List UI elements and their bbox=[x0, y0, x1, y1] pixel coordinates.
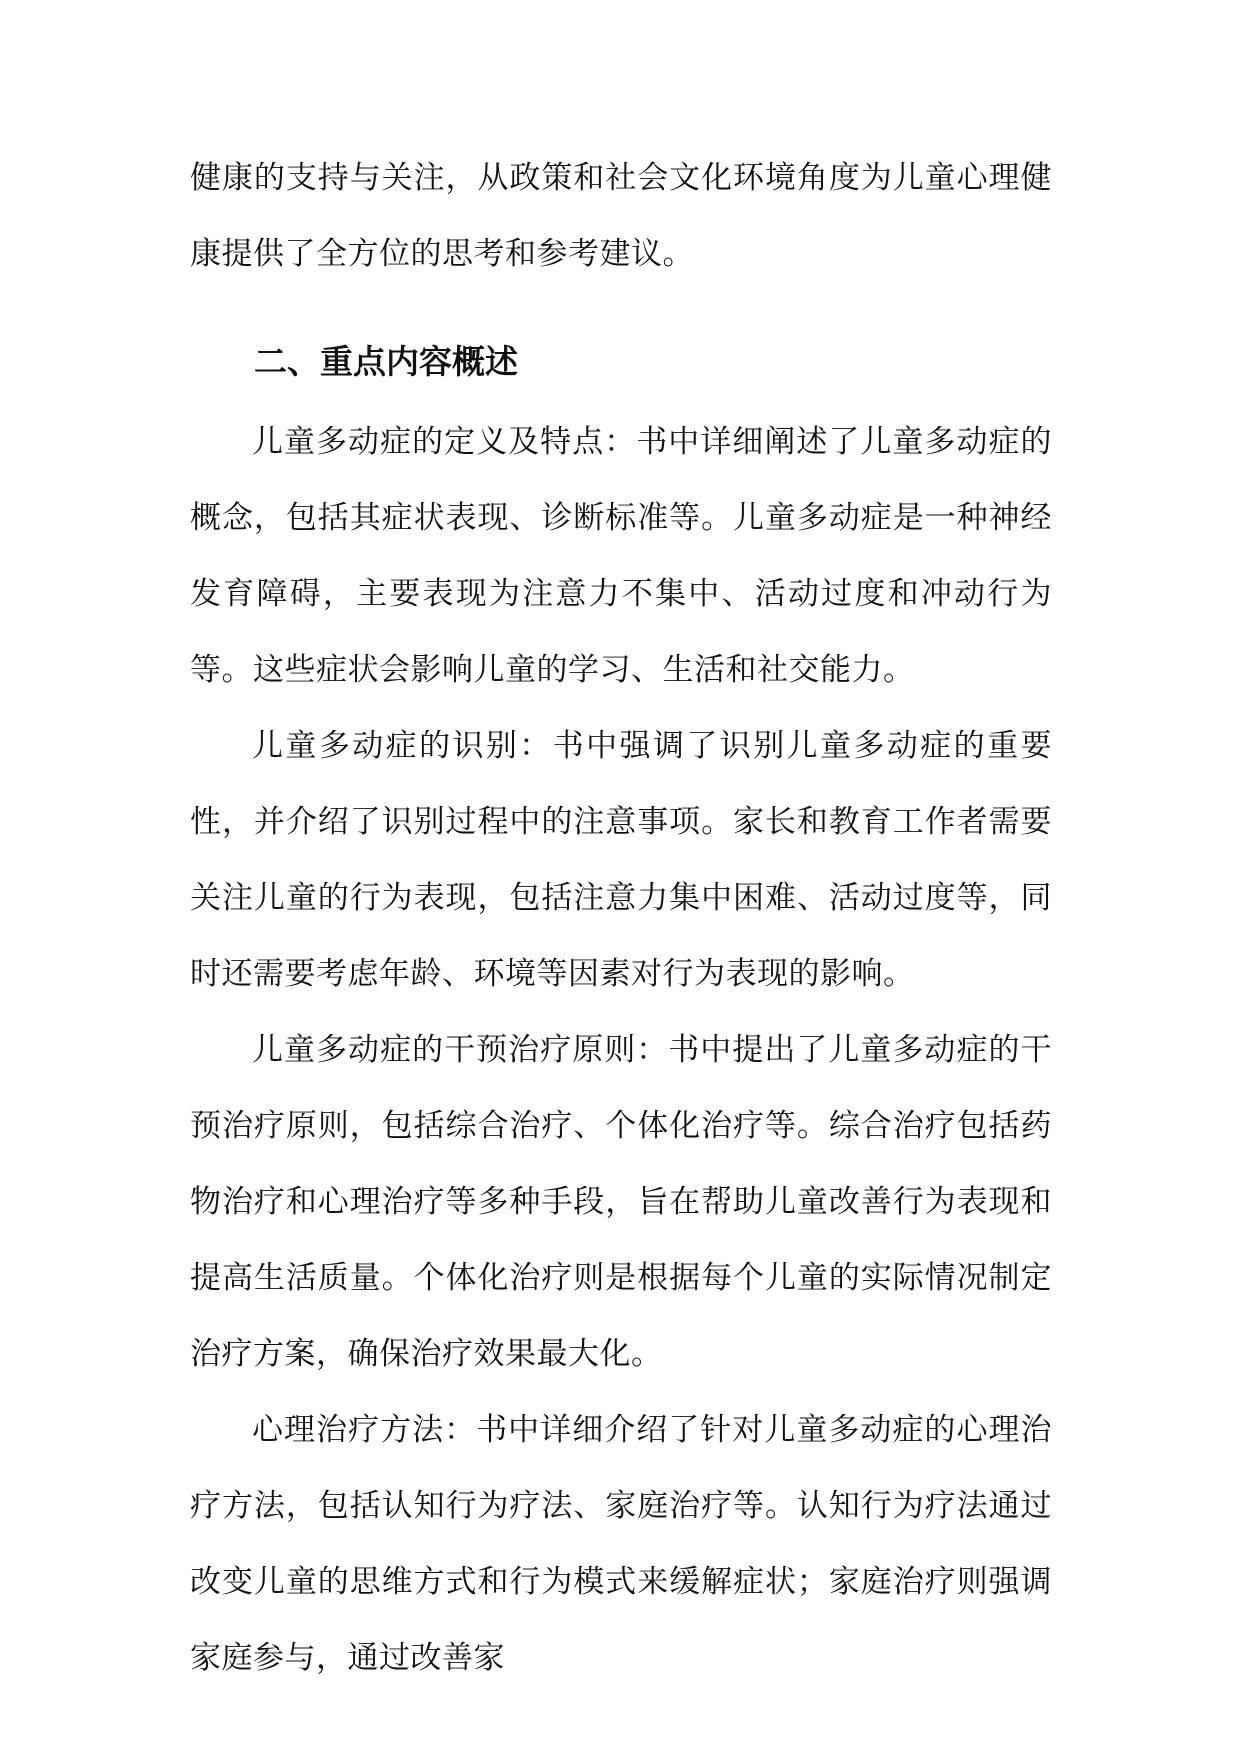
paragraph-definition: 儿童多动症的定义及特点：书中详细阐述了儿童多动症的概念，包括其症状表现、诊断标准等。儿童多动症是一种神经发育障碍，主要表现为注意力不集中、活动过度和冲动行为等。这些症状会影响儿童的学习、生活和社交能力。 bbox=[190, 424, 1052, 688]
intro-paragraph: 健康的支持与关注，从政策和社会文化环境角度为儿童心理健康提供了全方位的思考和参考建议。 bbox=[190, 160, 1052, 272]
paragraph-identification: 儿童多动症的识别：书中强调了识别儿童多动症的重要性，并介绍了识别过程中的注意事项。家长和教育工作者需要关注儿童的行为表现，包括注意力集中困难、活动过度等，同时还需要考虑年龄、环境等因素对行为表现的影响。 bbox=[190, 728, 1052, 992]
text-column bbox=[190, 140, 1052, 1696]
section-heading: 二、重点内容概述 bbox=[254, 342, 518, 381]
paragraph-intervention: 儿童多动症的干预治疗原则：书中提出了儿童多动症的干预治疗原则，包括综合治疗、个体化治疗等。综合治疗包括药物治疗和心理治疗等多种手段，旨在帮助儿童改善行为表现和提高生活质量。个体化治疗则是根据每个儿童的实际情况制定治疗方案，确保治疗效果最大化。 bbox=[190, 1032, 1052, 1372]
paragraph-psychotherapy: 心理治疗方法：书中详细介绍了针对儿童多动症的心理治疗方法，包括认知行为疗法、家庭治疗等。认知行为疗法通过改变儿童的思维方式和行为模式来缓解症状；家庭治疗则强调家庭参与，通过改善家 bbox=[190, 1412, 1052, 1676]
